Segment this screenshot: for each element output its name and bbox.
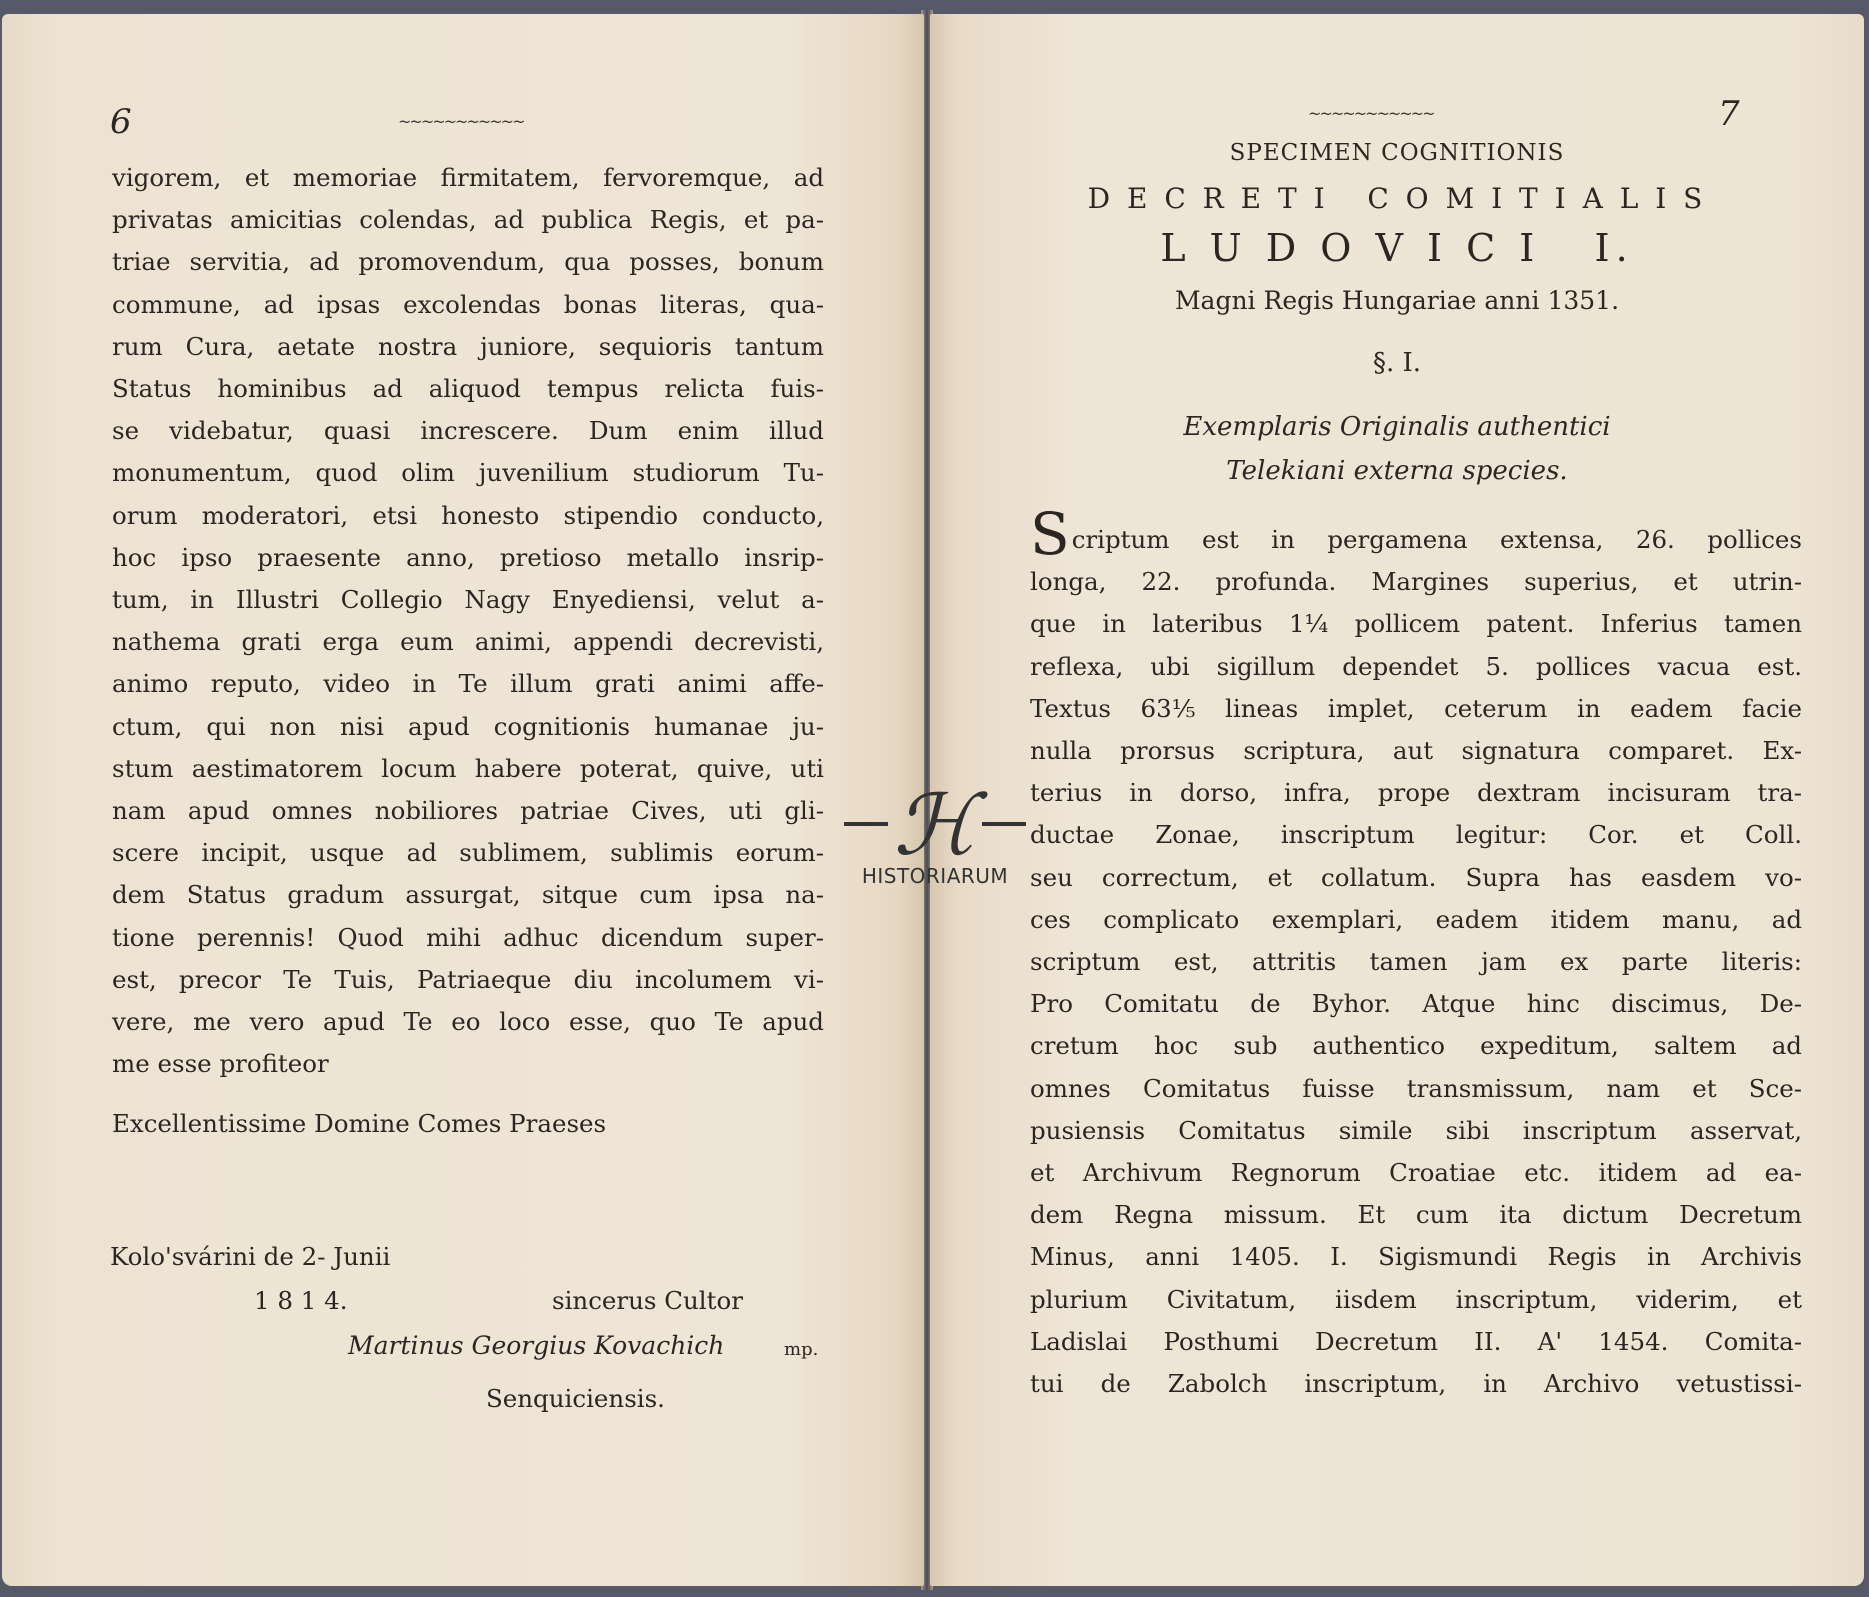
right-body-text	[1030, 500, 1802, 1405]
body-line: nathema grati erga eum animi, appendi decrevisti,	[112, 627, 824, 657]
body-line: scere incipit, usque ad sublimem, sublimis eorum-	[112, 838, 824, 868]
body-line: nulla prorsus scriptura, aut signatura comparet. Ex-	[1030, 736, 1802, 766]
page-number: 7	[1718, 94, 1740, 134]
body-line: ctum, qui non nisi apud cognitionis humanae ju-	[112, 711, 824, 741]
body-line: nam apud omnes nobiliores patriae Cives, uti gli-	[112, 796, 824, 826]
header-ornament: ~~~~~~~~~~~	[1308, 104, 1434, 123]
title-line-3: L U D O V I C I I.	[1160, 226, 1634, 270]
body-line: scriptum est, attritis tamen jam ex parte literis:	[1030, 947, 1802, 977]
place-date: Kolo'svárini de 2- Junii	[110, 1242, 391, 1271]
body-line: et Archivum Regnorum Croatiae etc. itidem ad ea-	[1030, 1158, 1802, 1188]
body-line: tui de Zabolch inscriptum, in Archivo vetustissi-	[1030, 1369, 1802, 1399]
body-line: Pro Comitatu de Byhor. Atque hinc discimus, De-	[1030, 989, 1802, 1019]
closing-phrase: sincerus Cultor	[552, 1286, 743, 1315]
watermark-dash-right	[982, 822, 1026, 826]
body-line: monumentum, quod olim juvenilium studiorum Tu-	[112, 458, 824, 488]
body-line: pusiensis Comitatus simile sibi inscriptum asservat,	[1030, 1115, 1802, 1145]
body-line: ductae Zonae, inscriptum legitur: Cor. et Coll.	[1030, 820, 1802, 850]
body-line: seu correctum, et collatum. Supra has easdem vo-	[1030, 862, 1802, 892]
body-line: dem Regna missum. Et cum ita dictum Decretum	[1030, 1200, 1802, 1230]
title-line-4: Magni Regis Hungariae anni 1351.	[1174, 286, 1620, 315]
body-line: omnes Comitatus fuisse transmissum, nam et Sce-	[1030, 1073, 1802, 1103]
body-line: dem Status gradum assurgat, sitque cum ipsa na-	[112, 880, 824, 910]
body-line: Textus 63⅕ lineas implet, ceterum in eadem facie	[1030, 693, 1802, 723]
body-line: me esse profiteor	[112, 1049, 329, 1079]
body-line: stum aestimatorem locum habere poterat, quive, uti	[112, 753, 824, 783]
signature-name: Martinus Georgius Kovachich	[348, 1331, 725, 1360]
body-line: Minus, anni 1405. I. Sigismundi Regis in Archivis	[1030, 1242, 1802, 1272]
body-line: orum moderatori, etsi honesto stipendio conducto,	[112, 500, 824, 530]
salutation: Excellentissime Domine Comes Praeses	[112, 1109, 607, 1138]
left-body-text	[112, 157, 824, 1085]
body-line: tum, in Illustri Collegio Nagy Enyediensi, velut a-	[112, 585, 824, 615]
body-line: tione perennis! Quod mihi adhuc dicendum super-	[112, 922, 824, 952]
title-line-2: D E C R E T I C O M I T I A L I S	[1087, 182, 1707, 215]
signature-origin: Senquiciensis.	[486, 1384, 665, 1413]
body-line: Status hominibus ad aliquod tempus relicta fuis-	[112, 374, 824, 404]
body-line: Ladislai Posthumi Decretum II. A' 1454. Comita-	[1030, 1326, 1802, 1356]
body-line: terius in dorso, infra, prope dextram incisuram tra-	[1030, 778, 1802, 808]
body-line: animo reputo, video in Te illum grati animi affe-	[112, 669, 824, 699]
body-line: ces complicato exemplari, eadem itidem manu, ad	[1030, 904, 1802, 934]
subtitle-line-2: Telekiani externa species.	[1226, 456, 1568, 486]
body-line: que in lateribus 1¼ pollicem patent. Inferius tamen	[1030, 609, 1802, 639]
historiarum-watermark	[840, 776, 1030, 900]
subtitle-line-1: Exemplaris Originalis authentici	[1183, 412, 1611, 442]
page-number: 6	[110, 102, 132, 142]
body-line: vigorem, et memoriae firmitatem, fervoremque, ad	[112, 163, 824, 192]
body-line: vere, me vero apud Te eo loco esse, quo Te apud	[112, 1007, 824, 1037]
year: 1 8 1 4.	[254, 1286, 348, 1315]
signature-suffix: mp.	[784, 1339, 819, 1360]
left-page	[2, 14, 924, 1586]
drop-cap: S	[1030, 500, 1070, 568]
body-line: hoc ipso praesente anno, pretioso metallo insrip-	[112, 542, 824, 572]
right-page	[930, 14, 1864, 1586]
body-line: est, precor Te Tuis, Patriaeque diu incolumem vi-	[112, 964, 824, 994]
body-line: rum Cura, aetate nostra juniore, sequioris tantum	[112, 331, 824, 361]
header-ornament: ~~~~~~~~~~~	[398, 112, 524, 131]
body-line: cretum hoc sub authentico expeditum, saltem ad	[1030, 1031, 1802, 1061]
body-line: privatas amicitias colendas, ad publica Regis, et pa-	[112, 205, 824, 235]
body-line: plurium Civitatum, iisdem inscriptum, viderim, et	[1030, 1284, 1802, 1314]
section-number: §. I.	[1372, 348, 1422, 378]
body-line: se videbatur, quasi increscere. Dum enim illud	[112, 416, 824, 446]
body-line: reflexa, ubi sigillum dependet 5. pollices vacua est.	[1030, 651, 1802, 681]
watermark-logo-icon: ℋ	[893, 776, 977, 874]
body-line: commune, ad ipsas excolendas bonas literas, qua-	[112, 289, 824, 319]
watermark-dash-left	[844, 822, 888, 826]
watermark-label: HISTORIARUM	[861, 864, 1009, 888]
body-line: triae servitia, ad promovendum, qua posses, bonum	[112, 247, 824, 277]
body-line: longa, 22. profunda. Margines superius, et utrin-	[1030, 567, 1802, 597]
title-line-1: SPECIMEN COGNITIONIS	[1229, 140, 1565, 166]
body-line: Scriptum est in pergamena extensa, 26. pollices	[1030, 500, 1802, 568]
